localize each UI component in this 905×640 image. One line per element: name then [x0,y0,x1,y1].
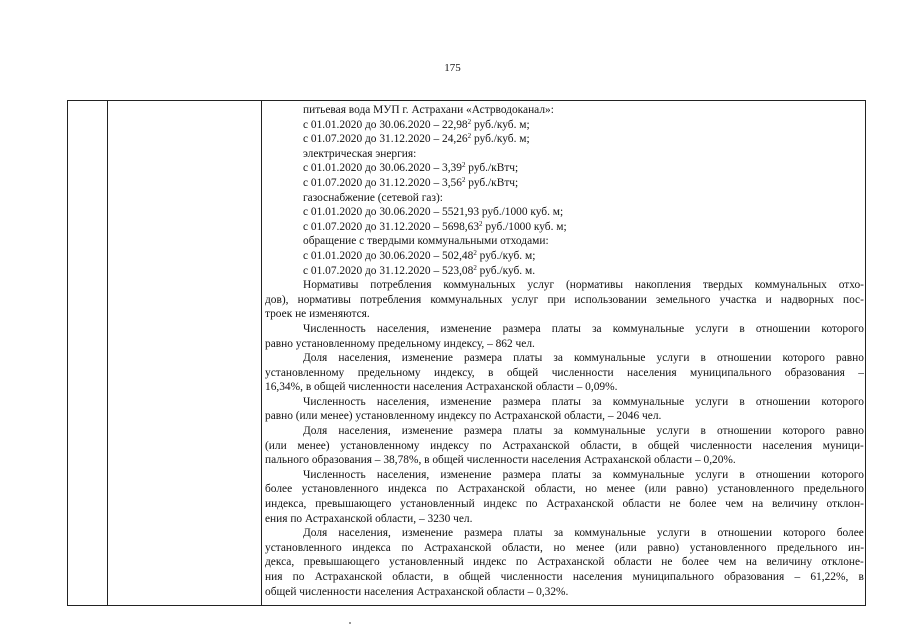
paragraph-line: Доля населения, изменение размера платы за коммунальные услуги в отношении которого более [303,527,864,540]
water-tariff-line-1: с 01.01.2020 до 30.06.2020 – 22,98$^2$ руб./куб. м; [303,117,530,131]
electric-tariff-header: электрическая энергия: [303,147,417,160]
paragraph-line: (или менее) установленному индексу по Астраханской области, в общей численности населения муници- [265,439,864,452]
paragraph-population-regional-index [265,395,864,424]
paragraph-line: Нормативы потребления коммунальных услуг (нормативы накопления твердых коммунальных отхо- [303,279,864,292]
paragraph-line: равно (или менее) установленному индексу по Астраханской области, – 2046 чел. [265,410,662,423]
paragraph-line: Численность населения, изменение размера платы за коммунальные услуги в отношении которого [303,322,864,335]
paragraph-line: Доля населения, изменение размера платы за коммунальные услуги в отношении которого равно [303,352,864,365]
paragraph-population-above-index [265,468,864,526]
table-column-divider-2 [261,101,262,605]
paragraph-line: декса, превышающего установленный индекс по Астраханской области не более чем на величину отклоне- [265,556,864,569]
paragraph-norms [265,278,864,322]
paragraph-line: Доля населения, изменение размера платы за коммунальные услуги в отношении которого равно [303,425,864,438]
paragraph-line: 16,34%, в общей численности населения Астраханской области – 0,09%. [265,381,618,394]
paragraph-line: установленному предельному индексу, в общей численности населения муниципального образования – [265,366,864,379]
paragraph-line: равно установленному предельному индексу, – 862 чел. [265,337,535,350]
waste-tariff-header: обращение с твердыми коммунальными отходами: [303,235,549,248]
water-tariff-header: питьевая вода МУП г. Астрахани «Астрводоканал»: [303,104,554,116]
paragraph-share-regional-index [265,424,864,468]
paragraph-population-equal-index [265,322,864,351]
paragraph-line: ния по Астраханской области, в общей численности населения муниципального образования – 61,22%, в [265,571,864,583]
paragraph-line: Численность населения, изменение размера платы за коммунальные услуги в отношении которого [303,395,864,408]
electric-tariff-line-1: с 01.01.2020 до 30.06.2020 – 3,39$^2$ руб./кВтч; [303,161,519,175]
water-tariff-line-2: с 01.07.2020 до 31.12.2020 – 24,26$^2$ руб./куб. м; [303,132,530,146]
gas-tariff-line-2: с 01.07.2020 до 31.12.2020 – 5698,63$^2$ руб./1000 куб. м; [303,219,567,233]
waste-tariff-line-2: с 01.07.2020 до 31.12.2020 – 523,08$^2$ руб./куб. м. [303,263,536,277]
paragraph-line: индекса, превышающего установленный индекс по Астраханской области не более чем на величину отклон- [265,498,864,511]
table-column-divider-1 [107,101,108,605]
waste-tariff-line-1: с 01.01.2020 до 30.06.2020 – 502,48$^2$ руб./куб. м; [303,248,536,262]
paragraph-share-above-index [265,526,864,599]
paragraph-line: ения по Астраханской области, – 3230 чел. [265,512,473,525]
paragraph-line: установленного индекса по Астраханской области, но менее (или равно) установленного предельного ин- [265,541,864,554]
electric-tariff-line-2: с 01.07.2020 до 31.12.2020 – 3,56$^2$ руб./кВтч; [303,175,519,189]
gas-tariff-header: газоснабжение (сетевой газ): [303,191,443,204]
paragraph-share-equal-index [265,351,864,395]
paragraph-line: более установленного индекса по Астраханской области, но менее (или равно) установленного предельного [265,483,864,496]
document-table [67,100,866,606]
gas-tariff-line-1: с 01.01.2020 до 30.06.2020 – 5521,93 руб./1000 куб. м; [303,206,564,219]
page-number: 175 [444,62,461,74]
paragraph-line: троек не изменяются. [265,308,370,321]
paragraph-line: пального образования – 38,78%, в общей численности населения Астраханской области – 0,20%. [265,454,736,467]
scan-speck [349,622,351,624]
table-cell-content [265,103,864,599]
paragraph-line: общей численности населения Астраханской области – 0,32%. [265,585,569,598]
paragraph-line: дов), нормативы потребления коммунальных услуг при использовании земельного участка и надворных пос- [265,293,864,306]
paragraph-line: Численность населения, изменение размера платы за коммунальные услуги в отношении которого [303,468,864,481]
